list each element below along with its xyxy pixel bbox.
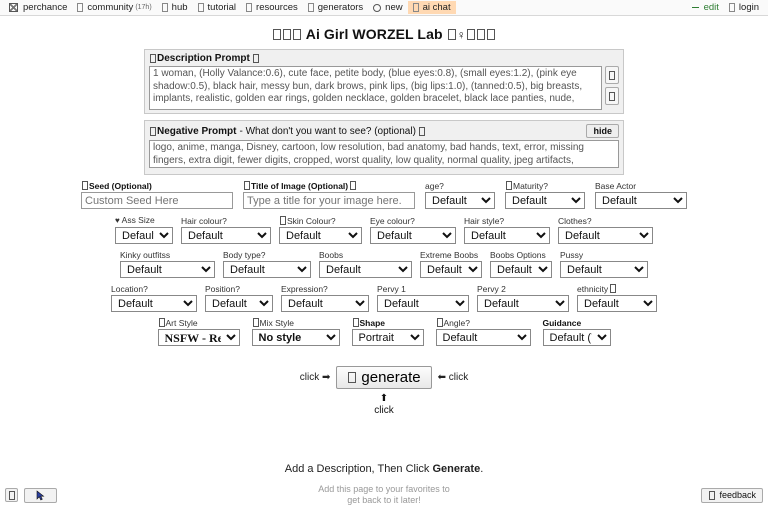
instruction-text-post: . bbox=[480, 463, 484, 475]
extreme-boobs-field-group bbox=[420, 250, 482, 278]
nav-item-community[interactable] bbox=[72, 1, 156, 15]
ethnicity-label-text: ethnicity bbox=[577, 284, 609, 294]
angle-label bbox=[436, 318, 531, 328]
base-actor-label: Base Actor bbox=[595, 181, 637, 191]
nav-item-generators[interactable] bbox=[303, 1, 368, 15]
negative-prompt-label: Negative Prompt bbox=[157, 125, 237, 137]
position-field-group bbox=[205, 284, 273, 312]
position-select[interactable] bbox=[205, 295, 273, 312]
nav-label-perchance: perchance bbox=[23, 1, 68, 13]
age-field-group bbox=[425, 181, 495, 209]
eye-colour-field-group bbox=[370, 216, 456, 244]
nav-label-resources: resources bbox=[256, 1, 298, 13]
location-field-group bbox=[111, 284, 197, 312]
expression-label: Expression? bbox=[281, 284, 328, 294]
description-prompt-header bbox=[149, 53, 619, 64]
skin-colour-field-group bbox=[279, 216, 362, 244]
age-select[interactable] bbox=[425, 192, 495, 209]
guidance-field-group bbox=[543, 318, 611, 346]
instruction-text-bold: Generate bbox=[432, 463, 481, 475]
description-prompt-label: Description Prompt bbox=[157, 53, 250, 64]
art-style-label bbox=[158, 318, 240, 328]
click-hint-right-text: click bbox=[448, 372, 469, 383]
box-icon bbox=[246, 3, 252, 12]
description-prompt-panel bbox=[144, 49, 624, 114]
kinky-outfits-field-group bbox=[120, 250, 215, 278]
extreme-boobs-select[interactable] bbox=[420, 261, 482, 278]
hair-style-select[interactable] bbox=[464, 227, 550, 244]
emoji-placeholder-icon bbox=[609, 71, 615, 80]
nav-label-tutorial: tutorial bbox=[207, 1, 237, 13]
shape-label-text: Shape bbox=[359, 318, 386, 328]
skin-colour-label bbox=[279, 216, 362, 226]
generate-button-row bbox=[0, 366, 768, 389]
mix-style-label bbox=[252, 318, 340, 328]
eye-colour-label: Eye colour? bbox=[370, 216, 415, 226]
shape-select[interactable] bbox=[352, 329, 424, 346]
maturity-select[interactable] bbox=[505, 192, 585, 209]
hair-style-field-group bbox=[464, 216, 550, 244]
click-hint-left bbox=[300, 372, 331, 383]
position-label: Position? bbox=[205, 284, 240, 294]
boobs-field-group bbox=[319, 250, 412, 278]
kinky-outfits-select[interactable] bbox=[120, 261, 215, 278]
click-hint-right bbox=[438, 372, 469, 383]
body-type-label: Body type? bbox=[223, 250, 266, 260]
description-prompt-input[interactable] bbox=[149, 66, 602, 110]
click-hint-left-text: click bbox=[299, 372, 320, 383]
page-body bbox=[0, 26, 768, 506]
emoji-placeholder-icon bbox=[353, 318, 359, 327]
nav-item-tutorial[interactable] bbox=[193, 1, 242, 15]
arrow-up-icon: ⬆ bbox=[379, 393, 389, 404]
eye-colour-select[interactable] bbox=[370, 227, 456, 244]
art-style-label-text: Art Style bbox=[165, 318, 198, 328]
generate-section bbox=[0, 366, 768, 417]
box-icon bbox=[9, 491, 15, 500]
title-input[interactable] bbox=[243, 192, 415, 209]
emoji-placeholder-icon bbox=[487, 29, 495, 40]
nav-label-ai-chat: ai chat bbox=[422, 1, 451, 13]
description-helper-button-2[interactable] bbox=[605, 87, 619, 105]
hair-colour-field-group bbox=[181, 216, 271, 244]
nav-item-edit[interactable] bbox=[687, 1, 724, 15]
nav-item-perchance[interactable] bbox=[4, 1, 72, 15]
box-icon bbox=[729, 3, 735, 12]
skin-colour-label-text: Skin Colour? bbox=[287, 216, 336, 226]
hair-colour-label: Hair colour? bbox=[181, 216, 227, 226]
angle-label-text: Angle? bbox=[443, 318, 470, 328]
pussy-select[interactable] bbox=[560, 261, 648, 278]
globe-icon bbox=[373, 4, 381, 12]
emoji-placeholder-icon bbox=[159, 318, 165, 327]
pervy-1-label: Pervy 1 bbox=[377, 284, 406, 294]
art-style-select[interactable] bbox=[158, 329, 240, 346]
bottom-left-box-button[interactable] bbox=[5, 488, 18, 502]
favorites-hint-line-2: get back to it later! bbox=[347, 495, 421, 505]
nav-label-hub: hub bbox=[171, 1, 188, 13]
emoji-placeholder-icon bbox=[610, 284, 616, 293]
ass-size-label: ♥ Ass Size bbox=[115, 215, 155, 225]
nav-label-login: login bbox=[738, 1, 759, 13]
top-navigation-bar bbox=[0, 0, 768, 16]
art-style-field-group bbox=[158, 318, 240, 346]
attribute-row-3 bbox=[0, 284, 768, 312]
negative-prompt-panel bbox=[144, 120, 624, 175]
emoji-placeholder-icon bbox=[293, 29, 301, 40]
negative-prompt-input[interactable] bbox=[149, 140, 619, 168]
box-icon bbox=[77, 3, 83, 12]
ethnicity-field-group bbox=[577, 284, 657, 312]
click-hint-below bbox=[0, 393, 768, 417]
pervy-2-select[interactable] bbox=[477, 295, 569, 312]
maturity-label bbox=[505, 181, 585, 191]
boobs-options-label: Boobs Options bbox=[490, 250, 546, 260]
attribute-row-2 bbox=[0, 250, 768, 278]
box-icon bbox=[162, 3, 168, 12]
seed-label-text: Seed (Optional) bbox=[89, 181, 152, 191]
ethnicity-label bbox=[577, 284, 657, 294]
emoji-placeholder-icon bbox=[709, 491, 715, 500]
emoji-placeholder-icon bbox=[477, 29, 485, 40]
seed-title-row bbox=[0, 181, 768, 209]
pervy-2-label: Pervy 2 bbox=[477, 284, 506, 294]
pervy-1-field-group bbox=[377, 284, 469, 312]
body-type-select[interactable] bbox=[223, 261, 311, 278]
ass-size-select[interactable] bbox=[115, 227, 173, 244]
emoji-placeholder-icon bbox=[150, 127, 156, 136]
seed-field-group bbox=[81, 181, 233, 209]
emoji-placeholder-icon bbox=[350, 181, 356, 190]
nav-item-hub[interactable] bbox=[157, 1, 193, 15]
maturity-label-text: Maturity? bbox=[513, 181, 548, 191]
expression-select[interactable] bbox=[281, 295, 369, 312]
description-helper-button-1[interactable] bbox=[605, 66, 619, 84]
emoji-placeholder-icon bbox=[437, 318, 443, 327]
boobs-options-select[interactable] bbox=[490, 261, 552, 278]
emoji-placeholder-icon bbox=[273, 29, 281, 40]
pervy-2-field-group bbox=[477, 284, 569, 312]
nav-item-login[interactable] bbox=[724, 1, 764, 15]
ethnicity-select[interactable] bbox=[577, 295, 657, 312]
favorites-hint-line-1: Add this page to your favorites to bbox=[318, 484, 450, 494]
nav-right-group bbox=[687, 1, 764, 15]
cursor-mode-button[interactable] bbox=[24, 488, 57, 503]
feedback-button-label: feedback bbox=[719, 490, 756, 500]
clothes-label: Clothes? bbox=[558, 216, 592, 226]
emoji-placeholder-icon bbox=[419, 127, 425, 136]
base-actor-field-group bbox=[595, 181, 687, 209]
box-icon bbox=[198, 3, 204, 12]
cursor-icon bbox=[36, 490, 45, 501]
kinky-outfits-label: Kinky outfitss bbox=[120, 250, 171, 260]
nav-community-sub: (17h) bbox=[135, 4, 152, 11]
click-hint-below-text: click bbox=[374, 405, 394, 416]
title-label bbox=[243, 181, 415, 191]
emoji-placeholder-icon bbox=[244, 181, 250, 190]
emoji-placeholder-icon bbox=[506, 181, 512, 190]
arrow-left-icon: ⬅ bbox=[437, 372, 446, 383]
dash-icon bbox=[692, 7, 699, 8]
description-side-buttons bbox=[605, 66, 619, 105]
description-prompt-row bbox=[149, 66, 619, 110]
perchance-logo-icon bbox=[9, 3, 18, 12]
negative-prompt-header bbox=[149, 124, 619, 138]
title-field-group bbox=[243, 181, 415, 209]
pussy-label: Pussy bbox=[560, 250, 584, 260]
emoji-placeholder-icon bbox=[280, 216, 286, 225]
emoji-placeholder-icon bbox=[348, 372, 356, 383]
feedback-button[interactable] bbox=[701, 488, 763, 503]
instruction-text-pre: Add a Description, Then Click bbox=[284, 463, 433, 475]
generate-button[interactable] bbox=[336, 366, 431, 389]
emoji-placeholder-icon bbox=[283, 29, 291, 40]
boobs-label: Boobs bbox=[319, 250, 344, 260]
nav-left-group bbox=[4, 1, 456, 15]
ass-size-label-text: Ass Size bbox=[121, 215, 155, 225]
emoji-placeholder-icon bbox=[609, 92, 615, 101]
mix-style-select[interactable] bbox=[252, 329, 340, 346]
attribute-row-1 bbox=[0, 215, 768, 244]
emoji-placeholder-icon bbox=[253, 54, 259, 63]
extreme-boobs-label: Extreme Boobs bbox=[420, 250, 479, 260]
instruction-text bbox=[0, 463, 768, 475]
location-label: Location? bbox=[111, 284, 148, 294]
seed-input[interactable] bbox=[81, 192, 233, 209]
shape-label bbox=[352, 318, 424, 328]
clothes-select[interactable] bbox=[558, 227, 653, 244]
age-label: age? bbox=[425, 181, 444, 191]
angle-select[interactable] bbox=[436, 329, 531, 346]
emoji-placeholder-icon bbox=[467, 29, 475, 40]
emoji-placeholder-icon bbox=[448, 29, 456, 40]
nav-label-generators: generators bbox=[317, 1, 364, 13]
title-label-text: Title of Image (Optional) bbox=[251, 181, 349, 191]
seed-label bbox=[81, 181, 233, 191]
guidance-label: Guidance bbox=[542, 318, 582, 328]
hair-colour-select[interactable] bbox=[181, 227, 271, 244]
guidance-select[interactable] bbox=[543, 329, 611, 346]
nav-item-resources[interactable] bbox=[241, 1, 303, 15]
emoji-placeholder-icon bbox=[82, 181, 88, 190]
nav-label-new: new bbox=[385, 1, 403, 13]
boobs-options-field-group bbox=[490, 250, 552, 278]
location-select[interactable] bbox=[111, 295, 197, 312]
shape-field-group bbox=[352, 318, 424, 346]
ass-size-field-group bbox=[115, 215, 173, 244]
pussy-field-group bbox=[560, 250, 648, 278]
nav-item-ai-chat[interactable] bbox=[408, 1, 456, 15]
box-icon bbox=[413, 3, 419, 12]
nav-label-edit: edit bbox=[703, 1, 719, 13]
body-type-field-group bbox=[223, 250, 311, 278]
nav-item-new[interactable] bbox=[368, 1, 407, 15]
arrow-right-icon: ➡ bbox=[322, 372, 331, 383]
boobs-select[interactable] bbox=[319, 261, 412, 278]
clothes-field-group bbox=[558, 216, 653, 244]
style-row bbox=[0, 318, 768, 346]
nav-label-community: community bbox=[87, 1, 134, 13]
expression-field-group bbox=[281, 284, 369, 312]
maturity-field-group bbox=[505, 181, 585, 209]
bottom-bar bbox=[0, 484, 768, 506]
page-title: Ai Girl WORZEL Lab ♀ bbox=[0, 26, 768, 42]
negative-prompt-sublabel: - What don't you want to see? (optional) bbox=[239, 125, 416, 137]
pervy-1-select[interactable] bbox=[377, 295, 469, 312]
angle-field-group bbox=[436, 318, 531, 346]
negative-prompt-hide-button[interactable]: hide bbox=[586, 124, 619, 138]
emoji-placeholder-icon bbox=[150, 54, 156, 63]
emoji-placeholder-icon bbox=[253, 318, 259, 327]
box-icon bbox=[308, 3, 314, 12]
skin-colour-select[interactable] bbox=[279, 227, 362, 244]
generate-button-label: generate bbox=[361, 369, 421, 386]
base-actor-select[interactable] bbox=[595, 192, 687, 209]
page-title-text: Ai Girl WORZEL Lab bbox=[305, 26, 443, 42]
hair-style-label: Hair style? bbox=[464, 216, 505, 226]
mix-style-field-group bbox=[252, 318, 340, 346]
mix-style-label-text: Mix Style bbox=[259, 318, 294, 328]
